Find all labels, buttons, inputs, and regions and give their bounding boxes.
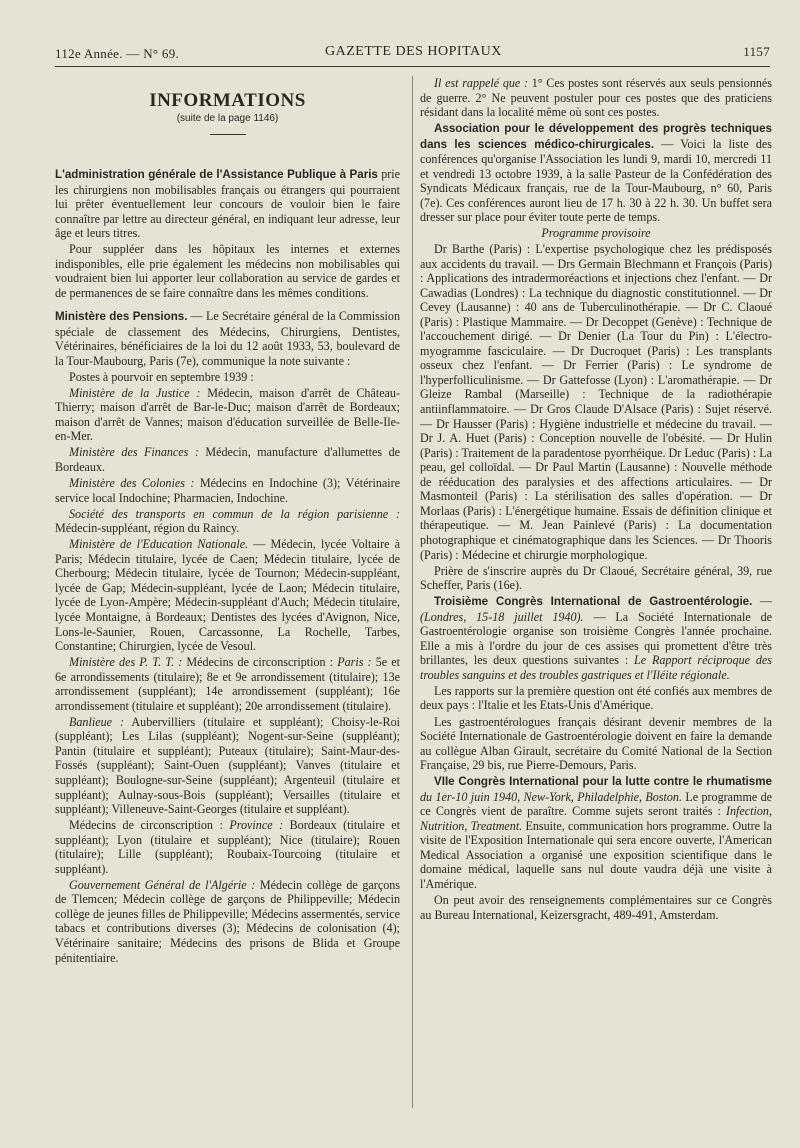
column-divider	[412, 76, 413, 1108]
notice-lead: L'administration générale de l'Assistance Publique à Paris	[55, 168, 378, 182]
notice-paragraph: Ministère de l'Education Nationale. — Médecin, lycée Voltaire à Paris; Médecin titulaire, lycée de Caen; Médecin titulaire, lycée de Cherbourg; Médecin titulaire, lycée de Tournon; Médecin-suppléant, lycée de Gap; Médecin-suppléant, lycée de Laon; Médecin titulaire, lycée de Lyon-Ampère; Médecin-suppléant d'Auch; Médecin titulaire, lycée Montaigne, à Bordeaux; Dentistes des lycées d'Avignon, Nice, Lons-le-Saunier, Rouen, Carcassonne, La Rochelle, Tarbes, Constantine; Chirurgien, lycée de Vesoul.	[55, 537, 400, 654]
notice-paragraph: On peut avoir des renseignements complémentaires sur ce Congrès au Bureau International, Keizersgracht, 489-491, Amsterdam.	[420, 893, 772, 922]
notice-congres-rhumatisme: VIIe Congrès International pour la lutte contre le rhumatisme du 1er-10 juin 1940, New-York, Philadelphie, Boston. Le programme de ce Congrès vient de paraître. Comme sujets seront traités : Infection, Nutrition, Treatment. Ensuite, communication hors programme. Outre la visite de l'Exposition Internationale qui sera encore ouverte, l'American Medical Association a organisé une exposition scientifique dans le domaine médical, laquelle sans nul doute vaudra déjà une visite à l'Amérique.	[420, 775, 772, 892]
section-title: INFORMATIONS	[149, 90, 306, 111]
notice-association: Association pour le développement des progrès techniques dans les sciences médico-chirurgicales. — Voici la liste des conférences qu'organise l'Association les lundi 9, mardi 10, mercredi 11 et vendredi 13 octobre 1939, à la salle Pasteur de la Confédération des Syndicats Médicaux français, rue de la Tour-Maubourg, n° 60, Paris (7e). Ces conférences auront lieu de 17 h. 30 à 22 h. 30. Un buffet sera dresser sur place pour éviter toute perte de temps.	[420, 122, 772, 225]
notice-paragraph: Gouvernement Général de l'Algérie : Médecin collège de garçons de Tlemcen; Médecin collège de garçons de Philippeville; Médecin collège de jeunes filles de Philippeville; Médecins assermentés, service tabacs et contributions diverses (3); Médecins de colonisation (4); Vétérinaire sanitaire; Médecins des prisons de Blida et Groupe pénitentiaire.	[55, 877, 400, 965]
notice-paragraph: Médecins de circonscription : Province : Bordeaux (titulaire et suppléant); Lyon (titulaire et suppléant); Nice (titulaire); Rouen (titulaire); Lille (suppléant); Roubaix-Tourcoing (titulaire et suppléant).	[55, 818, 400, 876]
notice-paragraph: Il est rappelé que : 1° Ces postes sont réservés aux seuls pensionnés de guerre. 2° Ne peuvent postuler pour ces postes que des praticiens résidant dans la localité même où sont ces postes.	[420, 76, 772, 120]
header-rule	[55, 66, 770, 67]
notice-lead: Association pour le développement des progrès techniques dans les sciences médico-chirurgicales.	[420, 122, 772, 151]
notice-ministere-pensions: Ministère des Pensions. — Le Secrétaire général de la Commission spéciale de classement des Médecins, Chirurgiens, Dentistes, Vétérinaires, bénéficiaires de la loi du 12 août 1933, 53, boulevard de la Tour-Maubourg, Paris (7e), communique la note suivante :	[55, 309, 401, 368]
notice-paragraph: Ministère des Colonies : Médecins en Indochine (3); Vétérinaire service local Indochine; Pharmacien, Indochine.	[55, 476, 400, 505]
notice-paragraph: Société des transports en commun de la région parisienne : Médecin-suppléant, région du Raincy.	[55, 506, 400, 536]
issue-number: 112e Année. — N° 69.	[55, 46, 180, 61]
notice-paragraph: Ministère de la Justice : Médecin, maison d'arrêt de Château-Thierry; maison d'arrêt de Bar-le-Duc; maison d'arrêt de Bordeaux; maison d'arrêt de Vannes; maison d'éducation surveillée de Belle-Ile-en-Mer.	[55, 385, 400, 444]
notice-paragraph: Banlieue : Aubervilliers (titulaire et suppléant); Choisy-le-Roi (suppléant); Les Lilas (suppléant); Nogent-sur-Seine (suppléant); Pantin (titulaire et suppléant); Puteaux (titulaire); Saint-Maur-des-Fossés (suppléant); Saint-Ouen (suppléant); Vanves (titulaire et suppléant); Boulogne-sur-Seine (suppléant); Argenteuil (titulaire et suppléant); Aulnay-sous-Bois (suppléant); Versailles (titulaire et suppléant); Villeneuve-Saint-Georges (titulaire et suppléant).	[55, 714, 400, 817]
title-rule	[210, 134, 246, 135]
notice-assistance-publique: L'administration générale de l'Assistance Publique à Paris prie les chirurgiens non mobilisables français ou étrangers qui pourraient lui prêter éventuellement leur concours de vouloir bien le faire connaître par lettre au directeur général, en indiquant leur adresse, leur âge et leurs titres.	[55, 167, 400, 241]
notice-paragraph: Dr Barthe (Paris) : L'expertise psychologique chez les prédisposés aux accidents du travail. — Drs Germain Blechmann et François (Paris) : Applications des intradermoréactions et injections chez l'enfant. — Dr Cawadias (Londres) : La technique du diagnostic constitutionnel. — Dr Cevey (Lausanne) : 40 ans de Tuberculinothérapie. — Dr C. Claoué (Paris) : Plastique Mammaire. — Dr Decoppet (Genève) : Technique de l'accouchement dirigé. — Dr Denier (La Tour du Pin) : L'électro-myogramme fasciculaire. — Dr Ducroquet (Paris) : Les transplants osseux chez l'enfant. — Dr Ferrier (Paris) : Le syndrome de l'hyperfolliculinisme. — Dr Gattefosse (Lyon) : L'aromathérapie. — Dr Gleize Rambal (Marseille) : Technique de la radiothérapie antiinflammatoire. — Dr Gros Claude D'Alsace (Paris) : Sujet réservé. — Dr Hausser (Paris) : Hygiène industrielle et médecine du travail. — Dr J. A. Huet (Paris) : Conception nouvelle de l'obésité. — Dr Hulin (Paris) : Traitement de la paradentose pyorrhéique. Dr Leduc (Paris) : La peau, gel colloïdal. — Dr Paul Martin (Lausanne) : Nouvelle méthode de rééducation des paralysies et des affections articulaires. — Dr Masmonteil (Paris) : La stérilisation des salles d'opération. — Dr Morlaas (Paris) : L'énergétique humaine. Essais de définition clinique et thérapeutique. — M. Jean Painlevé (Paris) : La documentation photographique et cinématographique dans les Sciences. — Dr Thooris (Paris) : Médecine et chirurgie morphologique.	[420, 242, 772, 562]
notice-paragraph: Ministère des P. T. T. : Médecins de circonscription : Paris : 5e et 6e arrondissements (titulaire); 8e et 9e arrondissement (titulaire); 13e arrondissement (suppléant); 14e arrondissement (suppléant); 16e arrondissement (titulaire et suppléant); 20e arrondissement (titulaire).	[55, 655, 400, 713]
page-number: 1157	[743, 44, 770, 59]
left-column	[55, 76, 400, 967]
notice-lead: Ministère des Pensions.	[55, 310, 188, 324]
journal-title: GAZETTE DES HOPITAUX	[325, 44, 502, 59]
programme-title: Programme provisoire	[541, 226, 651, 241]
notice-paragraph: Les rapports sur la première question ont été confiés aux membres de deux pays : l'Italie et les Etats-Unis d'Amérique.	[420, 683, 772, 713]
section-subtitle: (suite de la page 1146)	[176, 112, 279, 124]
notice-congres-gastro: Troisième Congrès International de Gastroentérologie. — (Londres, 15-18 juillet 1940). — La Société Internationale de Gastroentérologie organise son troisième Congrès l'année prochaine. Elle a mis à l'ordre du jour de ces assises qui promettent d'être très brillantes, les deux questions suivantes : Le Rapport réciproque des troubles sanguins et des troubles gastriques et l'Iléite régionale.	[420, 594, 772, 682]
running-head	[55, 44, 770, 64]
notice-paragraph: Pour suppléer dans les hôpitaux les internes et externes indisponibles, elle prie également les médecins non mobilisables qui voudraient bien lui apporter leur collaboration au service de gardes et de permanences de se faire connaître dans les mêmes conditions.	[55, 242, 400, 300]
right-column	[420, 76, 772, 924]
notice-paragraph: Ministère des Finances : Médecin, manufacture d'allumettes de Bordeaux.	[55, 445, 400, 474]
notice-lead: Troisième Congrès International de Gastroentérologie.	[434, 595, 753, 609]
notice-paragraph: Les gastroentérologues français désirant devenir membres de la Société Internationale de Gastroentérologie doivent en faire la demande au collègue Alban Girault, secrétaire du Comité National de la Section Française, 29 bis, rue Pierre-Demours, Paris.	[420, 714, 772, 773]
notice-paragraph: Postes à pourvoir en septembre 1939 :	[69, 369, 254, 384]
notice-lead: VIIe Congrès International pour la lutte contre le rhumatisme	[434, 775, 772, 789]
notice-paragraph: Prière de s'inscrire auprès du Dr Claoué, Secrétaire général, 39, rue Scheffer, Paris (16e).	[420, 563, 772, 593]
